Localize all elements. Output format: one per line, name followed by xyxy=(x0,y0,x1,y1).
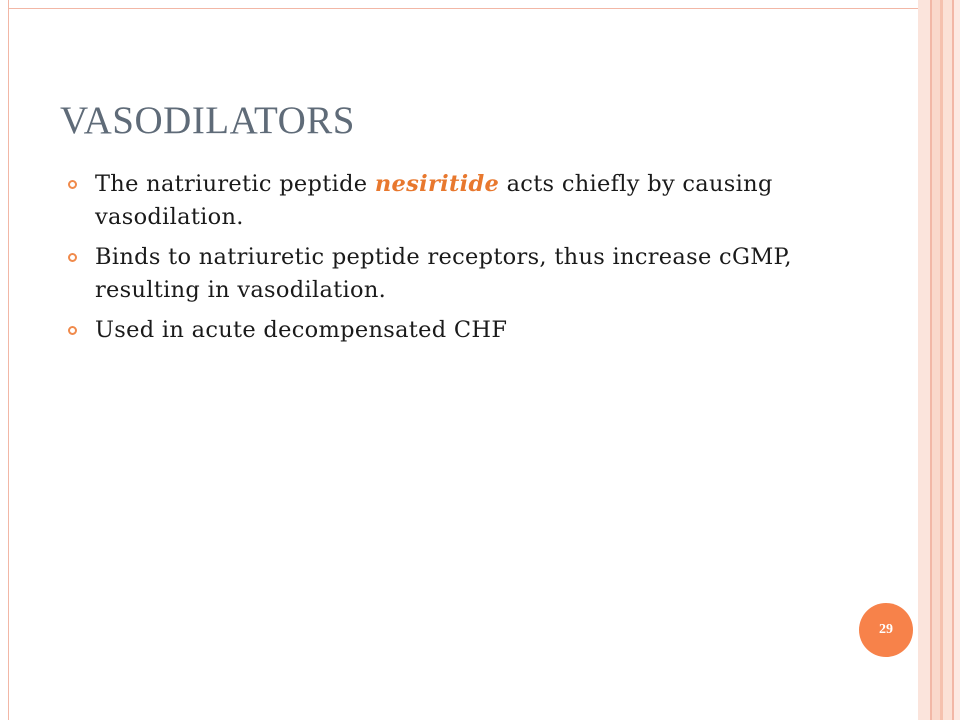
frame-line-top xyxy=(8,8,920,9)
slide-title: VASODILATORS xyxy=(60,99,355,142)
stripe xyxy=(932,0,940,720)
drug-name-emphasis: nesiritide xyxy=(374,171,500,197)
frame-line-left xyxy=(8,0,9,720)
bullet-item-usage xyxy=(68,314,868,347)
hollow-circle-icon xyxy=(68,326,77,335)
decorative-stripes xyxy=(918,0,960,720)
hollow-circle-icon xyxy=(68,253,77,262)
stripe xyxy=(954,0,960,720)
page-number-badge xyxy=(859,603,913,657)
bullet-item-nesiritide xyxy=(68,168,868,234)
hollow-circle-icon xyxy=(68,180,77,189)
stripe xyxy=(918,0,930,720)
bullet-text: Binds to natriuretic peptide receptors, thus increase cGMP, resulting in vasodilation. xyxy=(95,244,792,303)
bullet-text-before: The natriuretic peptide xyxy=(95,171,375,197)
bullet-text: Used in acute decompensated CHF xyxy=(95,317,508,343)
bullet-text-after: acts chiefly by causing vasodilation. xyxy=(95,171,773,230)
bullet-list xyxy=(68,168,868,354)
page-number: 29 xyxy=(879,622,893,637)
stripe xyxy=(943,0,952,720)
bullet-item-receptors xyxy=(68,241,868,307)
